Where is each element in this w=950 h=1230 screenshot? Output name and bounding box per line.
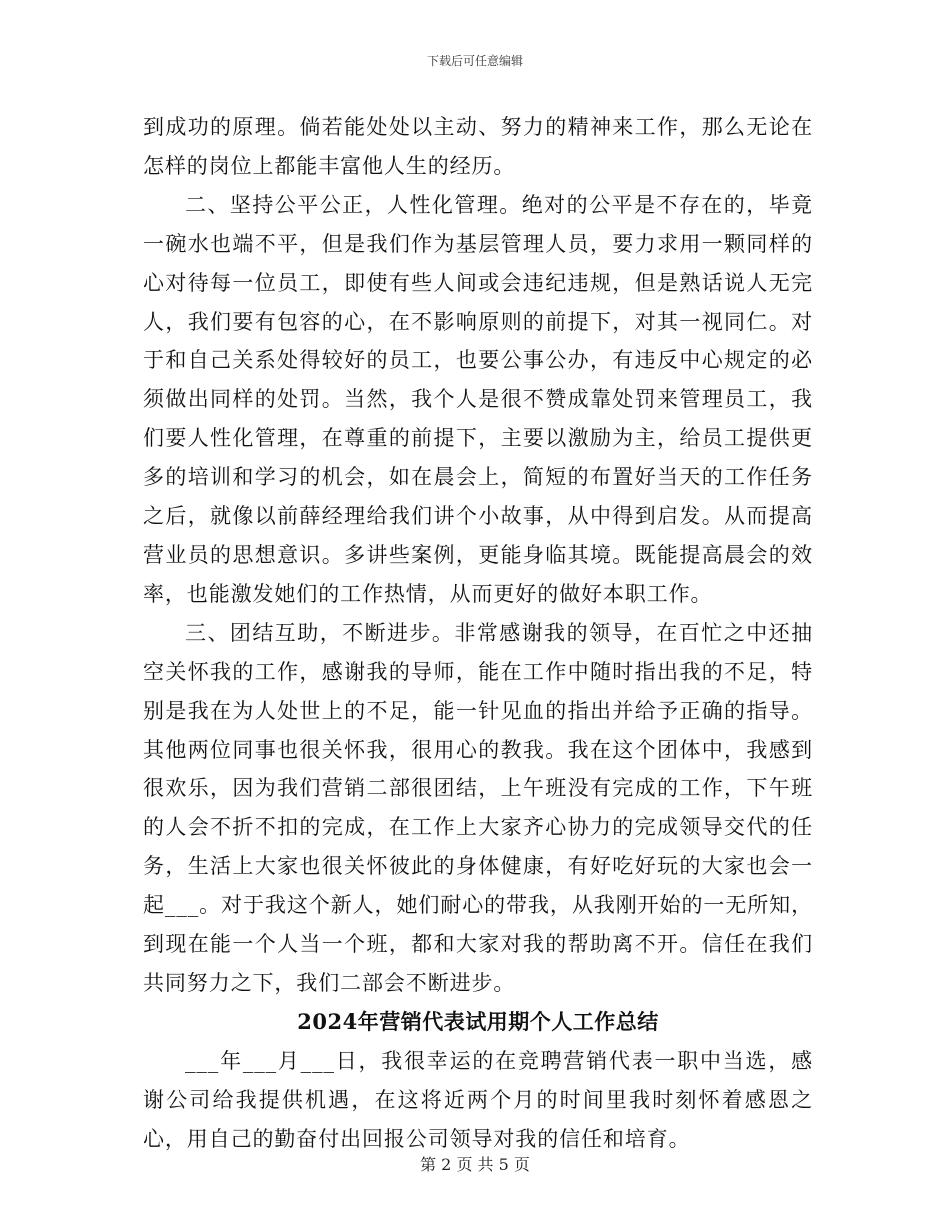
paragraph-point-two: 二、坚持公平公正，人性化管理。绝对的公平是不存在的，毕竟一碗水也端不平，但是我们作为基层管理人员，要力求用一颗同样的心对待每一位员工，即使有些人间或会违纪违规，但是熟话说人无完人，我们要有包容的心，在不影响原则的前提下，对其一视同仁。对于和自己关系处得较好的员工，也要公事公办，有违反中心规定的必须做出同样的处罚。当然，我个人是很不赞成靠处罚来管理员工，我们要人性化管理，在尊重的前提下，主要以激励为主，给员工提供更多的培训和学习的机会，如在晨会上，简短的布置好当天的工作任务之后，就像以前薛经理给我们讲个小故事，从中得到启发。从而提高营业员的思想意识。多讲些案例，更能身临其境。既能提高晨会的效率，也能激发她们的工作热情，从而更好的做好本职工作。 — [143, 192, 813, 606]
page-number: 第 2 页 共 5 页 — [420, 1155, 530, 1174]
header-note: 下载后可任意编辑 — [426, 54, 523, 68]
document-body — [143, 108, 813, 1158]
paragraph-continuation: 到成功的原理。倘若能处处以主动、努力的精神来工作，那么无论在怎样的岗位上都能丰富他人生的经历。 — [143, 115, 813, 178]
paragraph-intro: ___年___月___日，我很幸运的在竞聘营销代表一职中当选，感谢公司给我提供机遇，在这将近两个月的时间里我时刻怀着感恩之心，用自己的勤奋付出回报公司领导对我的信任和培育。 — [143, 1048, 813, 1151]
section-title: 2024年营销代表试用期个人工作总结 — [297, 1008, 659, 1034]
paragraph-point-three: 三、团结互助，不断进步。非常感谢我的领导，在百忙之中还抽空关怀我的工作，感谢我的导师，能在工作中随时指出我的不足，特别是我在为人处世上的不足，能一针见血的指出并给予正确的指导。其他两位同事也很关怀我，很用心的教我。我在这个团体中，我感到很欢乐，因为我们营销二部很团结，上午班没有完成的工作，下午班的人会不折不扣的完成，在工作上大家齐心协力的完成领导交代的任务，生活上大家也很关怀彼此的身体健康，有好吃好玩的大家也会一起___。对于我这个新人，她们耐心的带我，从我刚开始的一无所知，到现在能一个人当一个班，都和大家对我的帮助离不开。信任在我们共同努力之下，我们二部会不断进步。 — [143, 620, 813, 995]
